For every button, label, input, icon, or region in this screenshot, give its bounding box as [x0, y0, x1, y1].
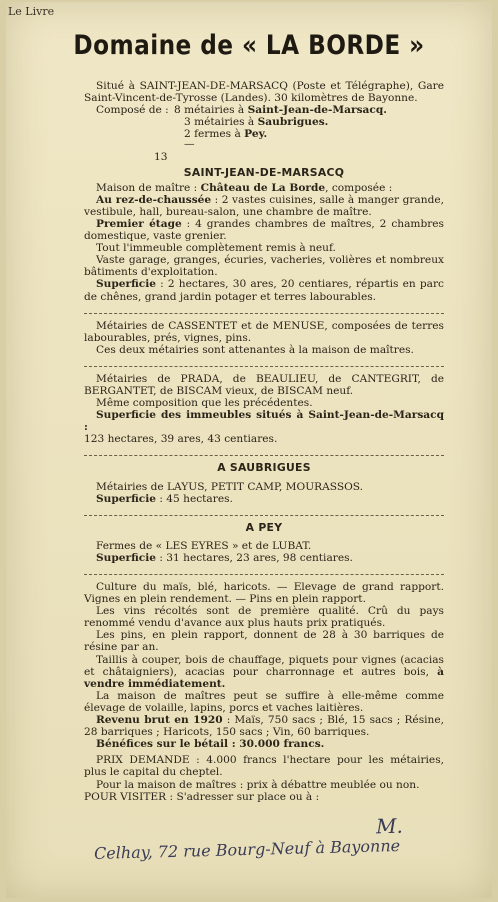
maison-de-maitre: Maison de maître : Château de La Borde, composée :: [96, 181, 393, 194]
pour-visiter: POUR VISITER : S'adresser sur place ou à :: [84, 790, 320, 803]
superficie-1: Superficie : 2 hectares, 30 ares, 20 centiares, répartis en parc de chênes, grand jardin potager et terres labourables.: [84, 278, 444, 303]
composition-place: Pey.: [244, 128, 268, 141]
composition-place: Saubrigues.: [257, 116, 329, 129]
superficie-pey: Superficie : 31 hectares, 23 ares, 98 centiares.: [96, 551, 353, 564]
composition-count: 8 métairies à: [174, 104, 245, 117]
composition-list: [84, 104, 444, 151]
page-number: 13: [154, 151, 168, 164]
corner-label: Le Livre: [8, 5, 55, 18]
section-heading-pey: A PEY: [245, 520, 283, 534]
handwritten-address: Celhay, 72 rue Bourg-Neuf à Bayonne: [93, 835, 401, 864]
metairies-prada: Métairies de PRADA, de BEAULIEU, de CANTEGRIT, de BERGANTET, de BISCAM vieux, de BISCAM neuf.: [84, 372, 444, 397]
document-page: [6, 2, 492, 898]
intro-location: Situé à SAINT-JEAN-DE-MARSACQ (Poste et Télégraphe), Gare Saint-Vincent-de-Tyrosse (Landes). 30 kilomètres de Bayonne.: [84, 80, 444, 105]
composed-label: Composé de :: [96, 104, 169, 117]
taillis-text: Taillis à couper, bois de chauffage, piquets pour vignes (acacias et châtaigniers), acacias pour charronnage et autres bois, à vendre immédiatement.: [84, 653, 444, 690]
benefices-betail: Bénéfices sur le bétail : 30.000 francs.: [96, 738, 325, 751]
composition-dash: —: [184, 138, 195, 151]
divider: [84, 313, 444, 314]
vins-text: Les vins récoltés sont de première qualité. Crû du pays renommé vendu d'avance aux plus hauts prix pratiqués.: [84, 605, 444, 630]
meme-composition: Même composition que les précédentes.: [96, 397, 313, 410]
premier-etage: Premier étage : 4 grandes chambres de maîtres, 2 chambres domestique, vaste grenier.: [84, 217, 444, 243]
divider: [84, 515, 444, 516]
composition-row-2: [96, 116, 444, 128]
culture-text: Culture du maïs, blé, haricots. — Elevage de grand rapport. Vignes en plein rendement. — Pins en plein rapport.: [84, 581, 444, 606]
superficie-immeubles-label: Superficie des immeubles situés à Saint-Jean-de-Marsacq :: [84, 409, 444, 434]
composition-row-3: [96, 128, 444, 140]
prix-maison: Pour la maison de maîtres : prix à débattre meublée ou non.: [96, 778, 420, 791]
garage-text: Vaste garage, granges, écuries, vacheries, volières et nombreux bâtiments d'exploitation.: [84, 254, 444, 279]
metairies-cassentet: Métairies de CASSENTET et de MENUSE, composées de terres labourables, prés, vignes, pins.: [84, 319, 444, 344]
metairies-layus: Métairies de LAYUS, PETIT CAMP, MOURASSOS.: [96, 480, 364, 493]
composition-count: 2 fermes à: [184, 128, 241, 141]
divider: [84, 455, 444, 456]
pins-text: Les pins, en plein rapport, donnent de 28 à 30 barriques de résine par an.: [84, 629, 444, 654]
superficie-immeubles-value: 123 hectares, 39 ares, 43 centiares.: [84, 433, 278, 446]
metairies-attenantes: Ces deux métairies sont attenantes à la maison de maîtres.: [96, 343, 414, 356]
superficie-saubrigues: Superficie : 45 hectares.: [96, 492, 233, 505]
composition-place: Saint-Jean-de-Marsacq.: [247, 104, 387, 117]
section-heading-saint-jean: SAINT-JEAN-DE-MARSACQ: [183, 165, 345, 179]
page-title: Domaine de « LA BORDE »: [73, 30, 425, 61]
handwritten-m: M.: [375, 813, 404, 839]
remis-a-neuf: Tout l'immeuble complètement remis à neuf.: [96, 242, 336, 255]
rez-de-chaussee: Au rez-de-chaussée : 2 vastes cuisines, salle à manger grande, vestibule, hall, bureau-salon, une chambre de maître.: [84, 193, 444, 218]
prix-demande: PRIX DEMANDE : 4.000 francs l'hectare pour les métairies, plus le capital du cheptel.: [84, 754, 444, 779]
maison-elevage: La maison de maîtres peut se suffire à elle-même comme élevage de volaille, lapins, porcs et vaches laitières.: [84, 689, 444, 714]
divider: [84, 574, 444, 575]
section-heading-saubrigues: A SAUBRIGUES: [217, 461, 311, 475]
composition-row-1: [96, 104, 444, 116]
fermes-eyres: Fermes de « LES EYRES » et de LUBAT.: [96, 539, 312, 552]
revenu-brut: Revenu brut en 1920 : Maïs, 750 sacs ; Blé, 15 sacs ; Résine, 28 barriques ; Haricots, 150 sacs ; Vin, 60 barriques.: [84, 714, 444, 739]
divider: [84, 366, 444, 367]
composition-count: 3 métairies à: [184, 116, 255, 129]
document-body: [84, 80, 444, 803]
